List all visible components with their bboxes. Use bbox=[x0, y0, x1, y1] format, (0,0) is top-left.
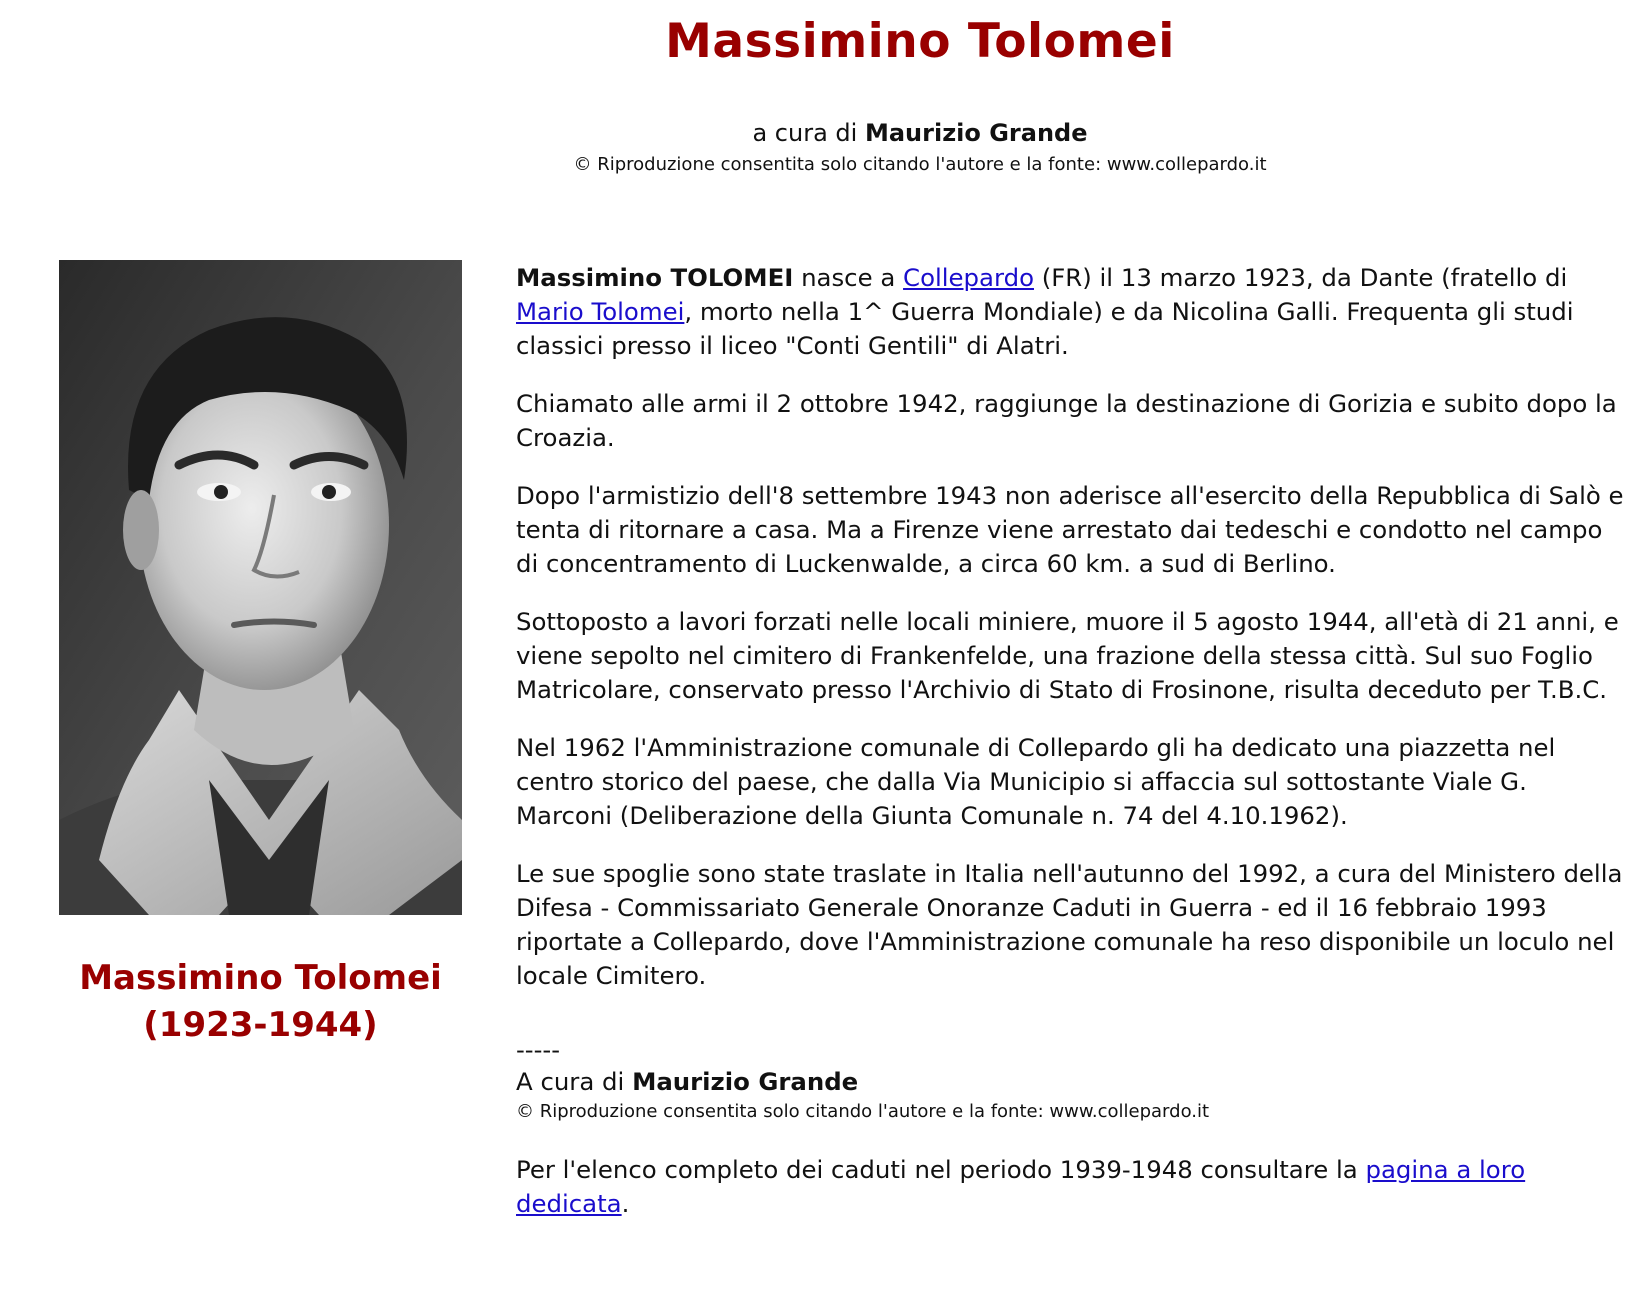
separator: ----- bbox=[516, 1035, 561, 1064]
portrait-photo bbox=[59, 260, 462, 915]
subject-name: Massimino TOLOMEI bbox=[516, 263, 794, 292]
footer-credit bbox=[516, 1065, 1626, 1099]
text-fragment: , morto nella 1^ Guerra Mondiale) e da Nicolina Galli. Frequenta gli studi classici presso il liceo "Conti Gentili" di Alatri. bbox=[516, 297, 1574, 360]
portrait-caption bbox=[40, 955, 481, 1049]
fallen-list-link[interactable]: pagina a loro dedicata bbox=[516, 1155, 1526, 1218]
paragraph-death: Sottoposto a lavori forzati nelle locali miniere, muore il 5 agosto 1944, all'età di 21 anni, e viene sepolto nel cimitero di Frankenfelde, una frazione della stessa città. Sul suo Foglio Matricolare, conservato presso l'Archivio di Stato di Frosinone, risulta deceduto per T.B.C. bbox=[516, 607, 1619, 704]
text-fragment: . bbox=[621, 1189, 630, 1218]
footer-copyright: © Riproduzione consentita solo citando l'autore e la fonte: www.collepardo.it bbox=[516, 1101, 1210, 1122]
paragraph-military: Chiamato alle armi il 2 ottobre 1942, raggiunge la destinazione di Gorizia e subito dopo la Croazia. bbox=[516, 389, 1617, 452]
text-fragment: (FR) il 13 marzo 1923, da Dante (fratello di bbox=[1034, 263, 1568, 292]
copyright-notice: © Riproduzione consentita solo citando l'autore e la fonte: www.collepardo.it bbox=[573, 154, 1267, 175]
author-credit bbox=[0, 119, 1640, 147]
paragraph-arrest: Dopo l'armistizio dell'8 settembre 1943 non aderisce all'esercito della Repubblica di Salò e tenta di ritornare a casa. Ma a Firenze viene arrestato dai tedeschi e condotto nel campo di concentramento di Luckenwalde, a circa 60 km. a sud di Berlino. bbox=[516, 481, 1624, 578]
text-fragment: nasce a bbox=[793, 263, 904, 292]
footer-credit-block bbox=[516, 1035, 1626, 1125]
mario-tolomei-link[interactable]: Mario Tolomei bbox=[516, 297, 685, 326]
biography-article bbox=[516, 261, 1626, 1245]
paragraph-remains: Le sue spoglie sono state traslate in Italia nell'autunno del 1992, a cura del Ministero della Difesa - Commissariato Generale Onoranze Caduti in Guerra - ed il 16 febbraio 1993 riportate a Collepardo, dove l'Amministrazione comunale ha reso disponibile un loculo nel locale Cimitero. bbox=[516, 859, 1623, 990]
credit-prefix: a cura di bbox=[752, 119, 858, 147]
caption-name: Massimino Tolomei bbox=[79, 958, 442, 998]
credit-prefix: A cura di bbox=[516, 1067, 625, 1096]
paragraph-birth bbox=[516, 261, 1626, 363]
page-title: Massimino Tolomei bbox=[665, 14, 1175, 69]
collepardo-link[interactable]: Collepardo bbox=[903, 263, 1034, 292]
text-fragment: Per l'elenco completo dei caduti nel periodo 1939-1948 consultare la bbox=[516, 1155, 1366, 1184]
paragraph-piazzetta: Nel 1962 l'Amministrazione comunale di Collepardo gli ha dedicato una piazzetta nel centro storico del paese, che dalla Via Municipio si affaccia sul sottostante Viale G. Marconi (Deliberazione della Giunta Comunale n. 74 del 4.10.1962). bbox=[516, 733, 1556, 830]
author-name: Maurizio Grande bbox=[864, 119, 1088, 147]
author-name: Maurizio Grande bbox=[632, 1067, 859, 1096]
caption-years: (1923-1944) bbox=[143, 1005, 378, 1045]
paragraph-fallen-list bbox=[516, 1153, 1626, 1221]
